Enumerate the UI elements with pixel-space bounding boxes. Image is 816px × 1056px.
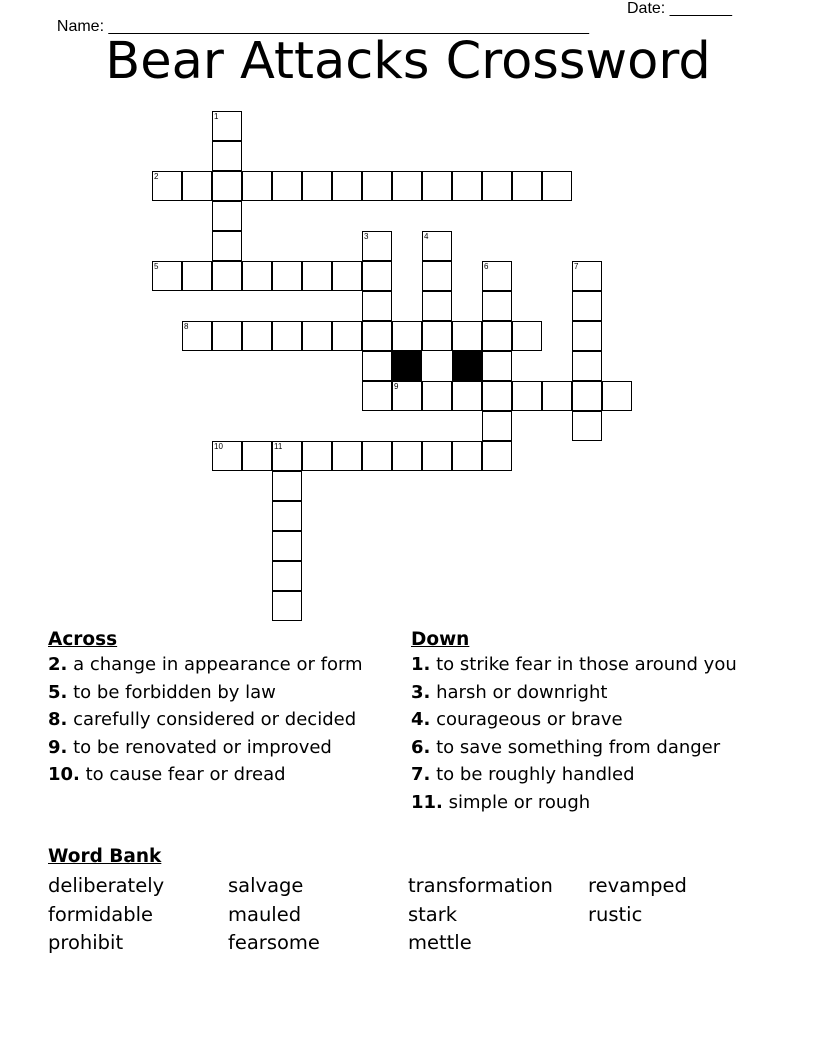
grid-cell[interactable] [452, 381, 482, 411]
word-bank-word: fearsome [228, 931, 320, 954]
grid-cell[interactable] [482, 441, 512, 471]
grid-cell[interactable] [602, 381, 632, 411]
grid-cell[interactable] [362, 381, 392, 411]
down-clues [411, 628, 741, 820]
grid-cell[interactable] [242, 171, 272, 201]
grid-cell[interactable] [272, 591, 302, 621]
clue-across: 8. carefully considered or decided [48, 709, 357, 730]
clue-down: 3. harsh or downright [411, 681, 608, 703]
grid-cell[interactable] [572, 411, 602, 441]
word-bank-word: stark [408, 903, 458, 926]
word-bank-word: rustic [588, 903, 643, 926]
cell-number: 5 [154, 262, 159, 271]
cell-number: 1 [214, 112, 219, 121]
clue-across: 10. to cause fear or dread [48, 764, 286, 785]
cell-number: 11 [274, 442, 283, 451]
grid-cell[interactable] [422, 381, 452, 411]
clue-down: 1. to strike fear in those around you [411, 654, 737, 675]
word-bank-word: formidable [48, 903, 154, 926]
grid-cell[interactable] [272, 531, 302, 561]
grid-cell[interactable] [302, 441, 332, 471]
across-heading: Across [48, 629, 118, 650]
grid-cell[interactable] [272, 321, 302, 351]
clue-down: 4. courageous or brave [411, 709, 623, 730]
black-cell [392, 351, 422, 381]
grid-cell[interactable] [152, 171, 182, 201]
grid-cell[interactable] [242, 441, 272, 471]
name-label: Name: ______________________________________________________ [56, 18, 589, 35]
grid-cell[interactable] [422, 231, 452, 261]
word-bank-word: mettle [408, 931, 472, 954]
down-heading: Down [411, 629, 470, 650]
grid-cell[interactable] [422, 291, 452, 321]
grid-cell[interactable] [182, 171, 212, 201]
grid-cell[interactable] [212, 201, 242, 231]
grid-cell[interactable] [272, 471, 302, 501]
grid-cell[interactable] [362, 171, 392, 201]
grid-cell[interactable] [482, 261, 512, 291]
grid-cell[interactable] [332, 321, 362, 351]
grid-cell[interactable] [362, 321, 392, 351]
cell-number: 6 [484, 262, 489, 271]
grid-cell[interactable] [572, 351, 602, 381]
word-bank-word: prohibit [48, 931, 124, 954]
clue-down: 7. to be roughly handled [411, 764, 635, 785]
grid-cell[interactable] [512, 381, 542, 411]
grid-cell[interactable] [422, 321, 452, 351]
clue-across: 5. to be forbidden by law [48, 681, 276, 703]
grid-cell[interactable] [482, 351, 512, 381]
grid-cell[interactable] [302, 321, 332, 351]
black-cell [452, 351, 482, 381]
grid-cell[interactable] [332, 171, 362, 201]
word-bank-word: revamped [588, 874, 687, 897]
cell-number: 7 [574, 262, 579, 271]
cell-number: 10 [214, 442, 223, 451]
grid-cell[interactable] [392, 171, 422, 201]
across-clues [48, 628, 398, 793]
grid-cell[interactable] [512, 321, 542, 351]
grid-cell[interactable] [212, 141, 242, 171]
grid-cell[interactable] [482, 291, 512, 321]
grid-cell[interactable] [212, 231, 242, 261]
grid-cell[interactable] [302, 261, 332, 291]
grid-cell[interactable] [362, 351, 392, 381]
grid-cell[interactable] [362, 291, 392, 321]
grid-cell[interactable] [362, 231, 392, 261]
grid-cell[interactable] [272, 171, 302, 201]
grid-cell[interactable] [452, 441, 482, 471]
grid-cell[interactable] [572, 291, 602, 321]
clue-across: 9. to be renovated or improved [48, 736, 332, 758]
page-title: Bear Attacks Crossword [105, 32, 711, 91]
cell-number: 2 [154, 172, 159, 181]
cell-number: 9 [394, 382, 399, 391]
grid-cell[interactable] [212, 321, 242, 351]
word-bank-word: deliberately [48, 874, 165, 897]
grid-cell[interactable] [572, 321, 602, 351]
clue-across: 2. a change in appearance or form [48, 654, 363, 675]
grid-cell[interactable] [182, 321, 212, 351]
word-bank-heading: Word Bank [48, 846, 162, 867]
grid-cell[interactable] [392, 381, 422, 411]
grid-cell[interactable] [272, 501, 302, 531]
grid-cell[interactable] [242, 321, 272, 351]
grid-cell[interactable] [482, 381, 512, 411]
grid-cell[interactable] [572, 381, 602, 411]
clue-down: 11. simple or rough [411, 791, 591, 813]
grid-cell[interactable] [272, 261, 302, 291]
grid-cell[interactable] [482, 171, 512, 201]
grid-cell[interactable] [392, 321, 422, 351]
grid-cell[interactable] [362, 441, 392, 471]
grid-cell[interactable] [272, 561, 302, 591]
word-bank-word: mauled [228, 903, 302, 926]
grid-cell[interactable] [452, 321, 482, 351]
grid-cell[interactable] [482, 411, 512, 441]
grid-cell[interactable] [392, 441, 422, 471]
grid-cell[interactable] [332, 261, 362, 291]
grid-cell[interactable] [572, 261, 602, 291]
grid-cell[interactable] [512, 171, 542, 201]
grid-cell[interactable] [422, 171, 452, 201]
clue-down: 6. to save something from danger [411, 736, 721, 758]
cell-number: 3 [364, 232, 369, 241]
cell-number: 4 [424, 232, 429, 241]
grid-cell[interactable] [212, 171, 242, 201]
grid-cell[interactable] [152, 261, 182, 291]
word-bank-word: salvage [228, 874, 304, 897]
grid-cell[interactable] [272, 441, 302, 471]
grid-cell[interactable] [542, 381, 572, 411]
date-label: Date: _______ [627, 0, 732, 17]
grid-cell[interactable] [422, 261, 452, 291]
grid-cell[interactable] [422, 441, 452, 471]
grid-cell[interactable] [452, 171, 482, 201]
grid-cell[interactable] [212, 261, 242, 291]
grid-cell[interactable] [542, 171, 572, 201]
grid-cell[interactable] [332, 441, 362, 471]
grid-cell[interactable] [182, 261, 212, 291]
cell-number: 8 [184, 322, 189, 331]
grid-cell[interactable] [242, 261, 272, 291]
grid-cell[interactable] [482, 321, 512, 351]
grid-cell[interactable] [212, 441, 242, 471]
grid-cell[interactable] [362, 261, 392, 291]
grid-cell[interactable] [212, 111, 242, 141]
word-bank-word: transformation [408, 874, 553, 897]
grid-cell[interactable] [302, 171, 332, 201]
